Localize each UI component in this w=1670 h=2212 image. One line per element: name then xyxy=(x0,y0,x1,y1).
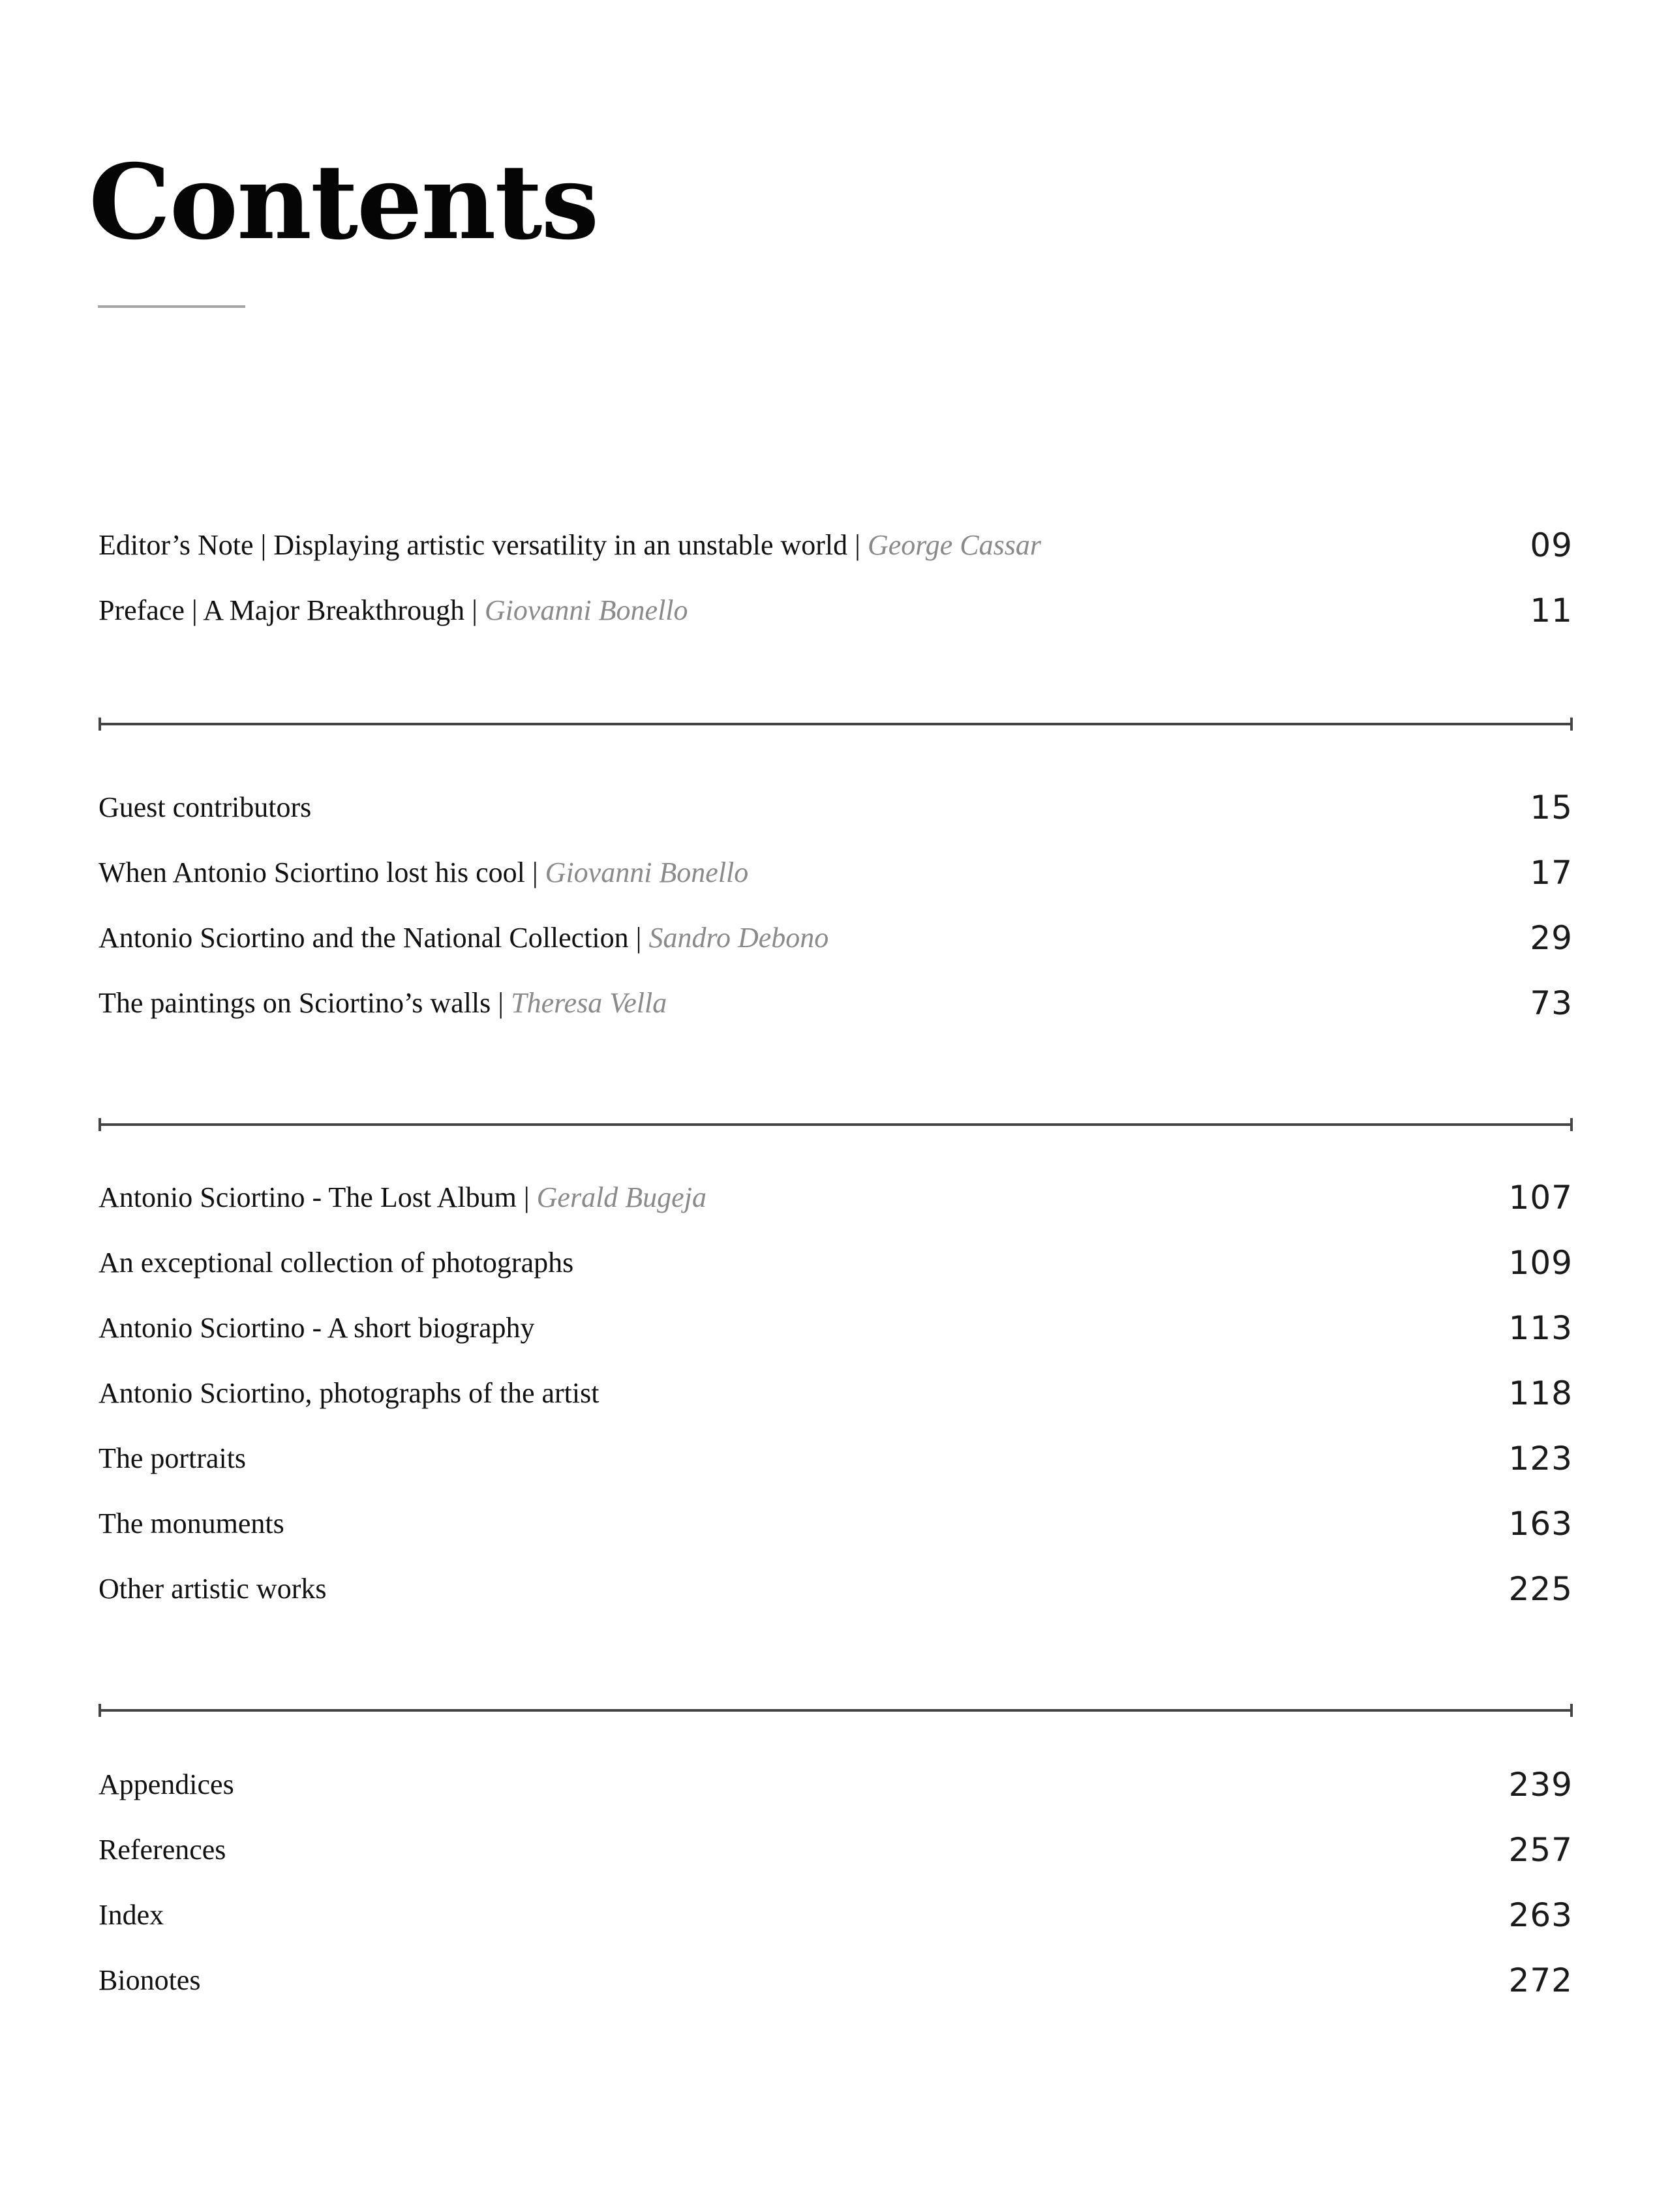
toc-separator: | xyxy=(472,594,478,626)
toc-entry-title: The monuments xyxy=(99,1507,284,1539)
toc-entry-title: Antonio Sciortino and the National Collection xyxy=(99,922,629,954)
toc-entry-title: An exceptional collection of photographs xyxy=(99,1247,574,1279)
toc-entry[interactable] xyxy=(99,1172,1573,1224)
toc-entry-title: References xyxy=(99,1834,226,1866)
toc-entry-text xyxy=(99,1367,599,1419)
toc-entry-text xyxy=(99,1954,200,2007)
toc-entry[interactable] xyxy=(99,1367,1573,1419)
toc-entry[interactable] xyxy=(99,1954,1573,2007)
toc-entry-author: Sandro Debono xyxy=(648,922,829,954)
toc-entry-title: Bionotes xyxy=(99,1964,201,1996)
section-divider xyxy=(99,1123,1573,1126)
toc-page-number: 263 xyxy=(1508,1896,1573,1934)
toc-entry-title: Antonio Sciortino, photographs of the artist xyxy=(99,1377,600,1409)
toc-entry-text xyxy=(99,1237,573,1289)
toc-entry[interactable] xyxy=(99,847,1573,899)
toc-entry[interactable] xyxy=(99,519,1573,571)
toc-entry-title: Guest contributors xyxy=(99,791,312,823)
toc-entry-text xyxy=(99,1889,164,1941)
toc-page-number: 73 xyxy=(1530,984,1573,1022)
title-underline xyxy=(98,305,245,308)
toc-entry-title: The paintings on Sciortino’s walls xyxy=(99,987,491,1019)
toc-page-number: 163 xyxy=(1508,1505,1573,1543)
toc-entry-title: Preface | A Major Breakthrough xyxy=(99,594,465,626)
toc-entry-text xyxy=(99,912,828,964)
section-divider xyxy=(99,1709,1573,1712)
toc-entry-text xyxy=(99,847,748,899)
toc-entry[interactable] xyxy=(99,1824,1573,1876)
toc-entry-title: Editor’s Note | Displaying artistic versatility in an unstable world xyxy=(99,529,848,561)
toc-page-number: 11 xyxy=(1530,592,1573,629)
toc-page-number: 225 xyxy=(1508,1570,1573,1608)
toc-page-number: 107 xyxy=(1508,1179,1573,1217)
toc-entry-title: Antonio Sciortino - The Lost Album xyxy=(99,1181,517,1213)
toc-entry-text xyxy=(99,584,688,637)
toc-separator: | xyxy=(532,856,538,888)
toc-entry[interactable] xyxy=(99,1889,1573,1941)
toc-page-number: 15 xyxy=(1530,789,1573,826)
toc-entry[interactable] xyxy=(99,977,1573,1029)
toc-separator: | xyxy=(635,922,642,954)
toc-separator: | xyxy=(523,1181,530,1213)
toc-entry[interactable] xyxy=(99,584,1573,637)
toc-entry-text xyxy=(99,781,311,834)
toc-entry-text xyxy=(99,1302,535,1354)
toc-entry-author: Gerald Bugeja xyxy=(536,1181,706,1213)
toc-entry-author: Giovanni Bonello xyxy=(545,856,749,888)
toc-entry-text xyxy=(99,977,667,1029)
toc-entry[interactable] xyxy=(99,1432,1573,1485)
page-title: Contents xyxy=(89,142,598,263)
toc-entry[interactable] xyxy=(99,912,1573,964)
toc-page-number: 113 xyxy=(1508,1309,1573,1347)
toc-page-number: 17 xyxy=(1530,854,1573,892)
toc-entry-text xyxy=(99,1563,326,1615)
toc-entry-title: Other artistic works xyxy=(99,1573,327,1605)
toc-entry-title: The portraits xyxy=(99,1442,247,1474)
toc-entry-title: When Antonio Sciortino lost his cool xyxy=(99,856,525,888)
toc-entry[interactable] xyxy=(99,781,1573,834)
toc-page-number: 239 xyxy=(1508,1766,1573,1804)
toc-entry-text xyxy=(99,1498,284,1550)
toc-entry-title: Appendices xyxy=(99,1768,234,1800)
toc-entry[interactable] xyxy=(99,1302,1573,1354)
toc-page-number: 118 xyxy=(1508,1374,1573,1412)
toc-entry-author: George Cassar xyxy=(867,529,1041,561)
toc-entry[interactable] xyxy=(99,1237,1573,1289)
toc-page-number: 272 xyxy=(1508,1962,1573,1999)
toc-entry-text xyxy=(99,1824,226,1876)
toc-page-number: 29 xyxy=(1530,919,1573,957)
toc-page-number: 109 xyxy=(1508,1244,1573,1282)
toc-entry-title: Index xyxy=(99,1899,164,1931)
toc-entry-text xyxy=(99,519,1041,571)
toc-entry-text xyxy=(99,1172,706,1224)
toc-entry[interactable] xyxy=(99,1759,1573,1811)
toc-entry[interactable] xyxy=(99,1563,1573,1615)
toc-entry[interactable] xyxy=(99,1498,1573,1550)
toc-entry-text xyxy=(99,1759,234,1811)
section-divider xyxy=(99,723,1573,725)
toc-entry-author: Giovanni Bonello xyxy=(484,594,688,626)
toc-page-number: 123 xyxy=(1508,1440,1573,1477)
toc-separator: | xyxy=(498,987,504,1019)
toc-entry-title: Antonio Sciortino - A short biography xyxy=(99,1312,535,1344)
toc-separator: | xyxy=(855,529,860,561)
toc-page-number: 257 xyxy=(1508,1831,1573,1869)
toc-entry-author: Theresa Vella xyxy=(511,987,667,1019)
toc-entry-text xyxy=(99,1432,246,1485)
toc-page-number: 09 xyxy=(1530,526,1573,564)
